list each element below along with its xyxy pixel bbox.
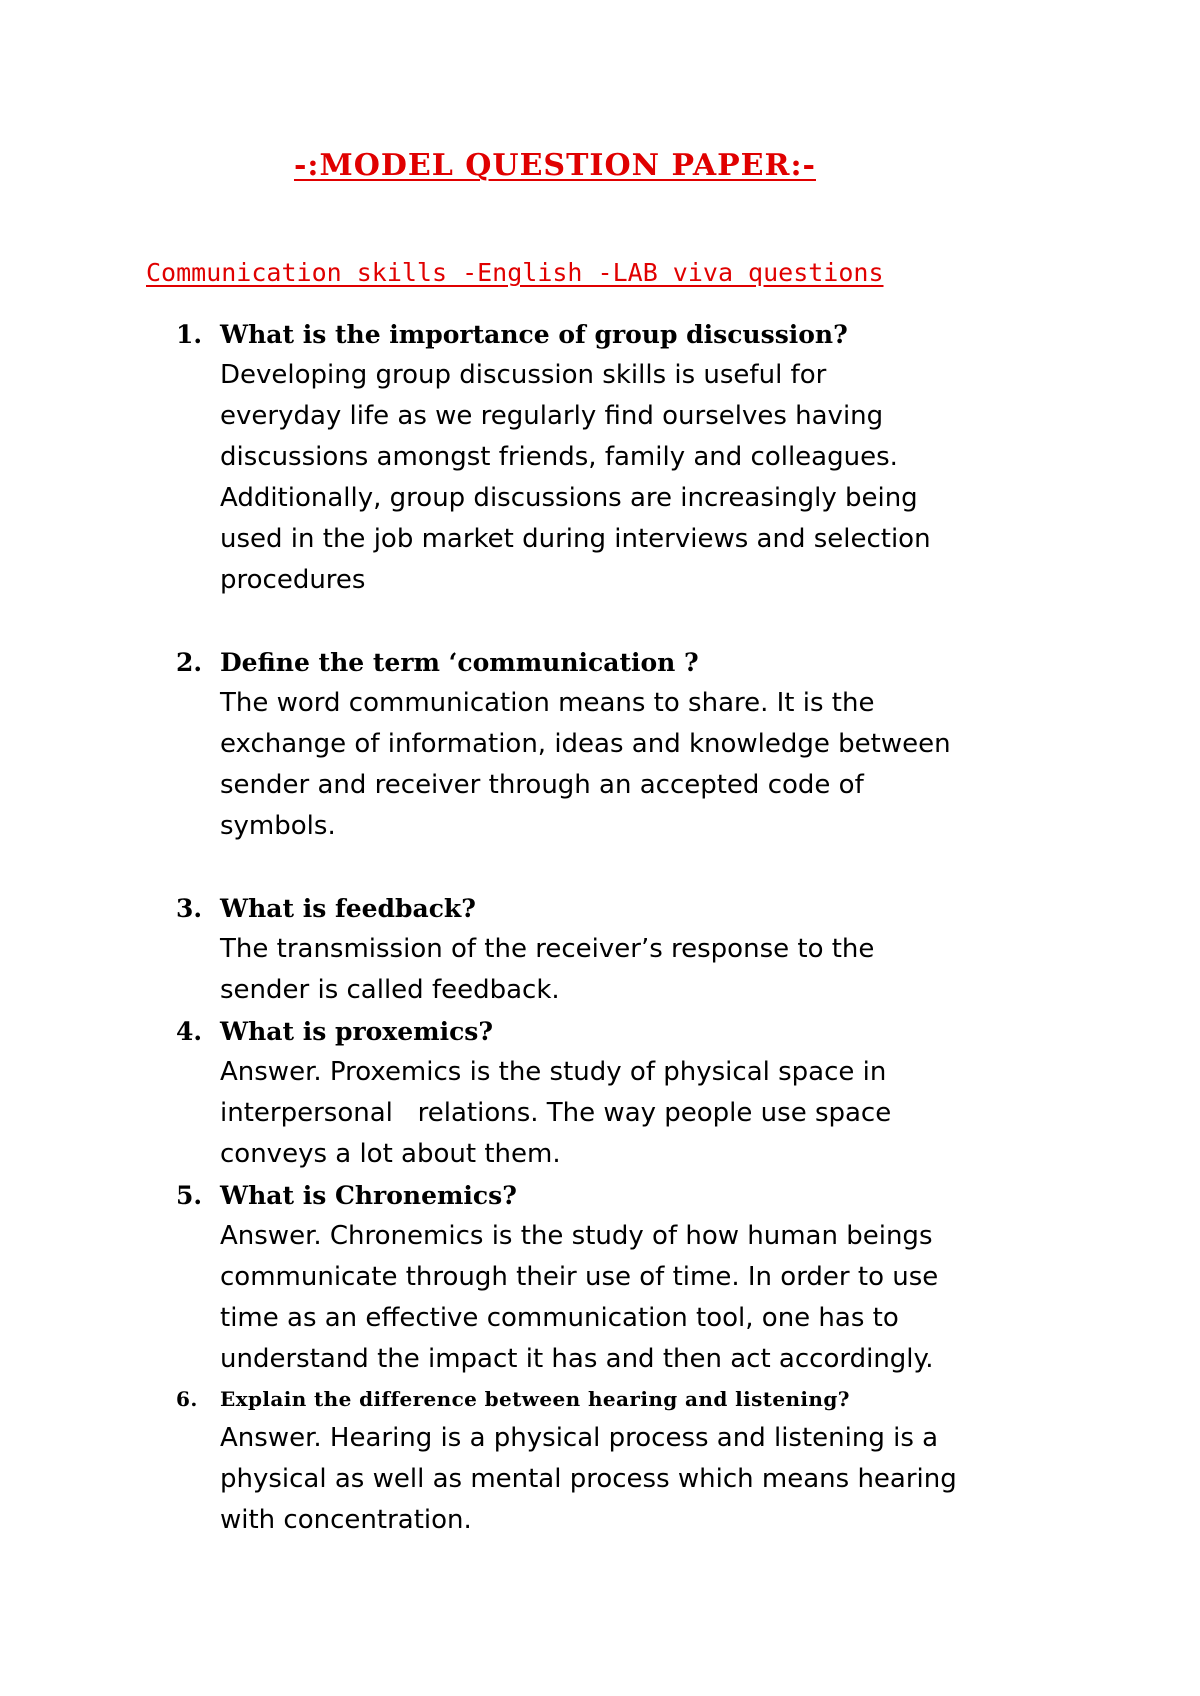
page-title: -:MODEL QUESTION PAPER:-: [293, 148, 816, 183]
question-text: What is proxemics?: [220, 1017, 494, 1046]
answer-line: exchange of information, ideas and knowledge between: [220, 729, 951, 759]
question-number: 2.: [176, 648, 203, 677]
answer-line: interpersonal relations. The way people use space: [220, 1098, 892, 1128]
answer-block: [220, 929, 1076, 1011]
answer-line: discussions amongst friends, family and colleagues.: [220, 442, 898, 472]
question-number: 1.: [176, 320, 203, 349]
question-item-4: [176, 1011, 1076, 1175]
question-text: What is Chronemics?: [220, 1181, 517, 1210]
question-item-1: [176, 314, 1076, 601]
answer-line: The word communication means to share. It is the: [220, 688, 875, 718]
answer-block: [220, 1052, 1076, 1175]
question-text: Explain the difference between hearing and listening?: [220, 1387, 850, 1411]
question-item-2: [176, 642, 1076, 847]
question-list: [176, 314, 1076, 1541]
answer-line: Developing group discussion skills is useful for: [220, 360, 827, 390]
answer-line: sender and receiver through an accepted code of: [220, 770, 864, 800]
answer-line: with concentration.: [220, 1505, 472, 1535]
question-item-6: [176, 1380, 1076, 1541]
question-text: What is the importance of group discussion?: [220, 320, 848, 349]
question-number: 3.: [176, 894, 203, 923]
answer-block: [220, 683, 1076, 847]
answer-line: time as an effective communication tool, one has to: [220, 1303, 899, 1333]
page-subtitle: Communication skills -English -LAB viva questions: [146, 258, 884, 287]
answer-line: symbols.: [220, 811, 336, 841]
question-text: What is feedback?: [220, 894, 476, 923]
question-item-5: [176, 1175, 1076, 1380]
question-number: 6.: [176, 1387, 198, 1411]
answer-line: communicate through their use of time. In order to use: [220, 1262, 939, 1292]
question-text: Define the term ‘communication ?: [220, 648, 699, 677]
answer-block: [220, 1216, 1076, 1380]
answer-line: Answer. Proxemics is the study of physical space in: [220, 1057, 887, 1087]
answer-line: Answer. Hearing is a physical process and listening is a: [220, 1423, 939, 1453]
question-number: 5.: [176, 1181, 203, 1210]
answer-line: procedures: [220, 565, 366, 595]
answer-line: Answer. Chronemics is the study of how human beings: [220, 1221, 933, 1251]
answer-line: conveys a lot about them.: [220, 1139, 561, 1169]
answer-block: [220, 1418, 1076, 1541]
answer-line: Additionally, group discussions are increasingly being: [220, 483, 918, 513]
answer-line: understand the impact it has and then act accordingly.: [220, 1344, 934, 1374]
answer-line: physical as well as mental process which means hearing: [220, 1464, 957, 1494]
answer-line: The transmission of the receiver’s response to the: [220, 934, 875, 964]
answer-line: sender is called feedback.: [220, 975, 560, 1005]
answer-line: used in the job market during interviews and selection: [220, 524, 931, 554]
question-item-3: [176, 888, 1076, 1011]
question-number: 4.: [176, 1017, 203, 1046]
answer-line: everyday life as we regularly find ourselves having: [220, 401, 884, 431]
answer-block: [220, 355, 1076, 601]
